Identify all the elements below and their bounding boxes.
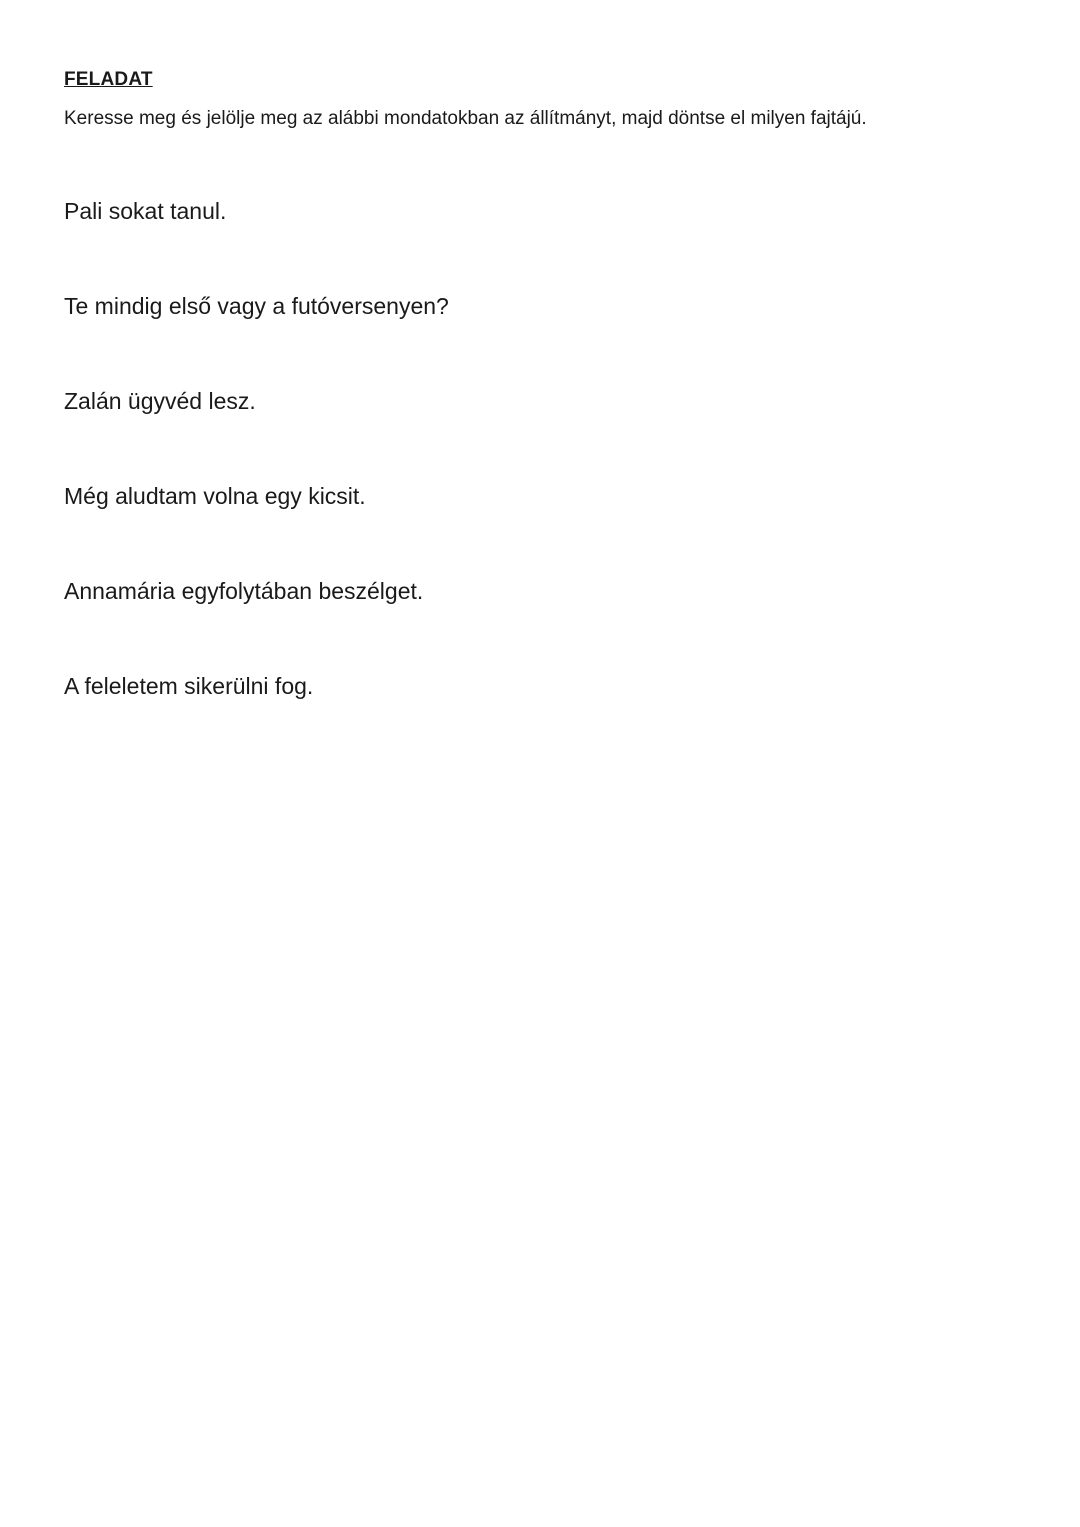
sentence-list	[64, 196, 1016, 701]
sentence-4: Még aludtam volna egy kicsit.	[64, 482, 366, 509]
page-title: FELADAT	[64, 69, 153, 90]
sentence-5: Annamária egyfolytában beszélget.	[64, 577, 424, 604]
sentence-3: Zalán ügyvéd lesz.	[64, 387, 256, 414]
sentence-1: Pali sokat tanul.	[64, 197, 227, 224]
sentence-2: Te mindig első vagy a futóversenyen?	[64, 292, 449, 319]
task-instruction: Keresse meg és jelölje meg az alábbi mondatokban az állítmányt, majd döntse el milyen fajtájú.	[64, 107, 867, 129]
sentence-6: A feleletem sikerülni fog.	[64, 672, 314, 699]
